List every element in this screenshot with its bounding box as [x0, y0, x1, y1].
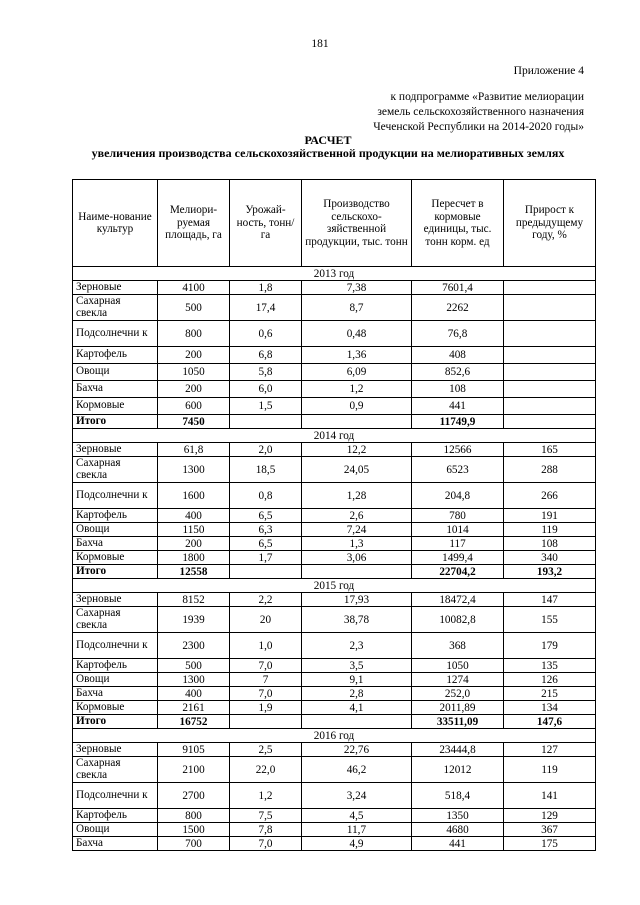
crop-cell: Картофель: [73, 509, 158, 523]
total-yield-cell: [230, 565, 302, 579]
production-cell: 1,3: [302, 537, 412, 551]
area-cell: 400: [158, 687, 230, 701]
feed-units-cell: 1499,4: [412, 551, 504, 565]
table-row: [73, 537, 596, 551]
yield-cell: 1,5: [230, 398, 302, 415]
table-row: [73, 523, 596, 537]
appendix-block: [184, 64, 584, 135]
crop-cell: Бахча: [73, 687, 158, 701]
production-cell: 1,28: [302, 483, 412, 509]
crop-cell: Сахарная свекла: [73, 457, 158, 483]
year-label: 2015 год: [73, 579, 596, 593]
crop-cell: Бахча: [73, 381, 158, 398]
page-number: 181: [311, 38, 329, 50]
total-area-cell: 16752: [158, 715, 230, 729]
year-label: 2014 год: [73, 429, 596, 443]
total-row: [73, 565, 596, 579]
yield-cell: 7: [230, 673, 302, 687]
growth-cell: 147: [504, 593, 596, 607]
total-label: Итого: [73, 415, 158, 429]
feed-units-cell: 18472,4: [412, 593, 504, 607]
feed-units-cell: 1350: [412, 809, 504, 823]
feed-units-cell: 12012: [412, 757, 504, 783]
yield-cell: 2,5: [230, 743, 302, 757]
production-cell: 1,2: [302, 381, 412, 398]
crop-cell: Подсолнечни к: [73, 633, 158, 659]
production-cell: 2,8: [302, 687, 412, 701]
crop-cell: Овощи: [73, 523, 158, 537]
total-feed-units-cell: 11749,9: [412, 415, 504, 429]
total-feed-units-cell: 33511,09: [412, 715, 504, 729]
growth-cell: [504, 295, 596, 321]
yield-cell: 2,0: [230, 443, 302, 457]
crop-cell: Подсолнечни к: [73, 783, 158, 809]
feed-units-cell: 204,8: [412, 483, 504, 509]
title-subtitle: увеличения производства сельскохозяйственной продукции на мелиоративных землях: [91, 146, 565, 160]
total-area-cell: 7450: [158, 415, 230, 429]
total-yield-cell: [230, 415, 302, 429]
production-cell: 1,36: [302, 347, 412, 364]
crop-cell: Зерновые: [73, 743, 158, 757]
header-crop: Наиме-нование культур: [73, 180, 158, 267]
total-production-cell: [302, 415, 412, 429]
table-row: [73, 509, 596, 523]
crop-cell: Подсолнечни к: [73, 321, 158, 347]
area-cell: 2700: [158, 783, 230, 809]
table-row: [73, 701, 596, 715]
area-cell: 200: [158, 537, 230, 551]
total-label: Итого: [73, 565, 158, 579]
production-cell: 3,5: [302, 659, 412, 673]
growth-cell: 129: [504, 809, 596, 823]
table-row: [73, 443, 596, 457]
yield-cell: 1,7: [230, 551, 302, 565]
production-cell: 38,78: [302, 607, 412, 633]
yield-cell: 7,8: [230, 823, 302, 837]
feed-units-cell: 108: [412, 381, 504, 398]
document-title: [60, 134, 596, 160]
yield-cell: 6,8: [230, 347, 302, 364]
table-row: [73, 687, 596, 701]
area-cell: 61,8: [158, 443, 230, 457]
yield-cell: 5,8: [230, 364, 302, 381]
appendix-label: Приложение 4: [513, 65, 584, 77]
table-row: [73, 364, 596, 381]
yield-cell: 1,9: [230, 701, 302, 715]
feed-units-cell: 2262: [412, 295, 504, 321]
feed-units-cell: 7601,4: [412, 281, 504, 295]
area-cell: 700: [158, 837, 230, 851]
growth-cell: [504, 321, 596, 347]
production-cell: 7,24: [302, 523, 412, 537]
table-row: [73, 607, 596, 633]
total-row: [73, 715, 596, 729]
area-cell: 1500: [158, 823, 230, 837]
production-cell: 6,09: [302, 364, 412, 381]
area-cell: 1300: [158, 457, 230, 483]
crop-cell: Зерновые: [73, 593, 158, 607]
table-row: [73, 673, 596, 687]
header-feed-units: Пересчет в кормовые единицы, тыс. тонн корм. ед: [412, 180, 504, 267]
production-cell: 9,1: [302, 673, 412, 687]
area-cell: 2100: [158, 757, 230, 783]
area-cell: 1300: [158, 673, 230, 687]
crop-cell: Подсолнечни к: [73, 483, 158, 509]
yield-cell: 7,0: [230, 687, 302, 701]
yield-cell: 22,0: [230, 757, 302, 783]
appendix-line-3: Чеченской Республики на 2014-2020 годы»: [373, 121, 584, 133]
growth-cell: 367: [504, 823, 596, 837]
total-growth-cell: 193,2: [504, 565, 596, 579]
total-production-cell: [302, 715, 412, 729]
table-row: [73, 659, 596, 673]
feed-units-cell: 1014: [412, 523, 504, 537]
production-cell: 2,6: [302, 509, 412, 523]
area-cell: 200: [158, 347, 230, 364]
table-row: [73, 381, 596, 398]
area-cell: 1150: [158, 523, 230, 537]
feed-units-cell: 1050: [412, 659, 504, 673]
year-row: [73, 429, 596, 443]
yield-cell: 18,5: [230, 457, 302, 483]
growth-cell: 134: [504, 701, 596, 715]
area-cell: 500: [158, 659, 230, 673]
yield-cell: 2,2: [230, 593, 302, 607]
production-cell: 11,7: [302, 823, 412, 837]
feed-units-cell: 441: [412, 837, 504, 851]
production-cell: 12,2: [302, 443, 412, 457]
yield-cell: 6,3: [230, 523, 302, 537]
feed-units-cell: 368: [412, 633, 504, 659]
header-growth: Прирост к предыдущему году, %: [504, 180, 596, 267]
production-cell: 7,38: [302, 281, 412, 295]
growth-cell: 119: [504, 757, 596, 783]
yield-cell: 1,0: [230, 633, 302, 659]
table-row: [73, 398, 596, 415]
table-row: [73, 551, 596, 565]
total-growth-cell: [504, 415, 596, 429]
production-cell: 46,2: [302, 757, 412, 783]
area-cell: 500: [158, 295, 230, 321]
yield-cell: 1,2: [230, 783, 302, 809]
crop-cell: Зерновые: [73, 281, 158, 295]
production-cell: 17,93: [302, 593, 412, 607]
crop-cell: Сахарная свекла: [73, 295, 158, 321]
area-cell: 400: [158, 509, 230, 523]
area-cell: 600: [158, 398, 230, 415]
crop-cell: Бахча: [73, 837, 158, 851]
growth-cell: [504, 398, 596, 415]
yield-cell: 6,0: [230, 381, 302, 398]
feed-units-cell: 12566: [412, 443, 504, 457]
area-cell: 8152: [158, 593, 230, 607]
feed-units-cell: 408: [412, 347, 504, 364]
growth-cell: 108: [504, 537, 596, 551]
area-cell: 9105: [158, 743, 230, 757]
area-cell: 200: [158, 381, 230, 398]
table-row: [73, 757, 596, 783]
growth-cell: 266: [504, 483, 596, 509]
production-cell: 22,76: [302, 743, 412, 757]
area-cell: 1800: [158, 551, 230, 565]
crop-cell: Овощи: [73, 673, 158, 687]
production-cell: 4,1: [302, 701, 412, 715]
title-main: РАСЧЕТ: [304, 133, 352, 147]
production-cell: 2,3: [302, 633, 412, 659]
growth-cell: 135: [504, 659, 596, 673]
area-cell: 800: [158, 809, 230, 823]
growth-cell: [504, 347, 596, 364]
header-area: Мелиори-руемая площадь, га: [158, 180, 230, 267]
appendix-line-1: к подпрограмме «Развитие мелиорации: [390, 91, 584, 103]
yield-cell: 7,0: [230, 659, 302, 673]
crop-cell: Картофель: [73, 347, 158, 364]
crop-cell: Картофель: [73, 659, 158, 673]
yield-cell: 0,6: [230, 321, 302, 347]
crop-cell: Кормовые: [73, 398, 158, 415]
crop-cell: Овощи: [73, 823, 158, 837]
production-cell: 3,06: [302, 551, 412, 565]
table-row: [73, 483, 596, 509]
area-cell: 4100: [158, 281, 230, 295]
crop-cell: Сахарная свекла: [73, 607, 158, 633]
growth-cell: [504, 364, 596, 381]
year-label: 2016 год: [73, 729, 596, 743]
feed-units-cell: 23444,8: [412, 743, 504, 757]
growth-cell: 155: [504, 607, 596, 633]
feed-units-cell: 76,8: [412, 321, 504, 347]
growth-cell: [504, 381, 596, 398]
growth-cell: 127: [504, 743, 596, 757]
table-row: [73, 823, 596, 837]
table-header: [73, 180, 596, 267]
feed-units-cell: 6523: [412, 457, 504, 483]
yield-cell: 0,8: [230, 483, 302, 509]
table-body: [73, 267, 596, 851]
table-row: [73, 743, 596, 757]
header-production: Производство сельскохо-зяйственной продукции, тыс. тонн: [302, 180, 412, 267]
feed-units-cell: 10082,8: [412, 607, 504, 633]
area-cell: 2300: [158, 633, 230, 659]
growth-cell: 288: [504, 457, 596, 483]
feed-units-cell: 518,4: [412, 783, 504, 809]
header-yield: Урожай-ность, тонн/га: [230, 180, 302, 267]
feed-units-cell: 2011,89: [412, 701, 504, 715]
growth-cell: 179: [504, 633, 596, 659]
production-cell: 24,05: [302, 457, 412, 483]
table-row: [73, 347, 596, 364]
year-row: [73, 267, 596, 281]
crop-cell: Кормовые: [73, 701, 158, 715]
yield-cell: 6,5: [230, 509, 302, 523]
table-row: [73, 295, 596, 321]
yield-cell: 1,8: [230, 281, 302, 295]
feed-units-cell: 852,6: [412, 364, 504, 381]
total-yield-cell: [230, 715, 302, 729]
table-row: [73, 633, 596, 659]
production-cell: 4,9: [302, 837, 412, 851]
production-cell: 0,9: [302, 398, 412, 415]
year-label: 2013 год: [73, 267, 596, 281]
calculation-table: [72, 179, 596, 851]
area-cell: 800: [158, 321, 230, 347]
table-row: [73, 457, 596, 483]
table-row: [73, 593, 596, 607]
crop-cell: Овощи: [73, 364, 158, 381]
growth-cell: 141: [504, 783, 596, 809]
total-area-cell: 12558: [158, 565, 230, 579]
feed-units-cell: 780: [412, 509, 504, 523]
growth-cell: 215: [504, 687, 596, 701]
total-row: [73, 415, 596, 429]
table-row: [73, 281, 596, 295]
growth-cell: 175: [504, 837, 596, 851]
total-production-cell: [302, 565, 412, 579]
feed-units-cell: 117: [412, 537, 504, 551]
growth-cell: 340: [504, 551, 596, 565]
year-row: [73, 729, 596, 743]
yield-cell: 17,4: [230, 295, 302, 321]
total-label: Итого: [73, 715, 158, 729]
feed-units-cell: 1274: [412, 673, 504, 687]
growth-cell: 165: [504, 443, 596, 457]
growth-cell: 191: [504, 509, 596, 523]
crop-cell: Бахча: [73, 537, 158, 551]
table-row: [73, 837, 596, 851]
appendix-line-2: земель сельскохозяйственного назначения: [377, 106, 584, 118]
area-cell: 1939: [158, 607, 230, 633]
yield-cell: 7,5: [230, 809, 302, 823]
production-cell: 3,24: [302, 783, 412, 809]
year-row: [73, 579, 596, 593]
total-growth-cell: 147,6: [504, 715, 596, 729]
table-row: [73, 809, 596, 823]
feed-units-cell: 441: [412, 398, 504, 415]
feed-units-cell: 4680: [412, 823, 504, 837]
growth-cell: 119: [504, 523, 596, 537]
area-cell: 1050: [158, 364, 230, 381]
crop-cell: Зерновые: [73, 443, 158, 457]
yield-cell: 7,0: [230, 837, 302, 851]
table-row: [73, 783, 596, 809]
feed-units-cell: 252,0: [412, 687, 504, 701]
total-feed-units-cell: 22704,2: [412, 565, 504, 579]
crop-cell: Кормовые: [73, 551, 158, 565]
area-cell: 2161: [158, 701, 230, 715]
area-cell: 1600: [158, 483, 230, 509]
production-cell: 4,5: [302, 809, 412, 823]
production-cell: 0,48: [302, 321, 412, 347]
production-cell: 8,7: [302, 295, 412, 321]
crop-cell: Картофель: [73, 809, 158, 823]
yield-cell: 6,5: [230, 537, 302, 551]
yield-cell: 20: [230, 607, 302, 633]
growth-cell: 126: [504, 673, 596, 687]
crop-cell: Сахарная свекла: [73, 757, 158, 783]
growth-cell: [504, 281, 596, 295]
table-row: [73, 321, 596, 347]
